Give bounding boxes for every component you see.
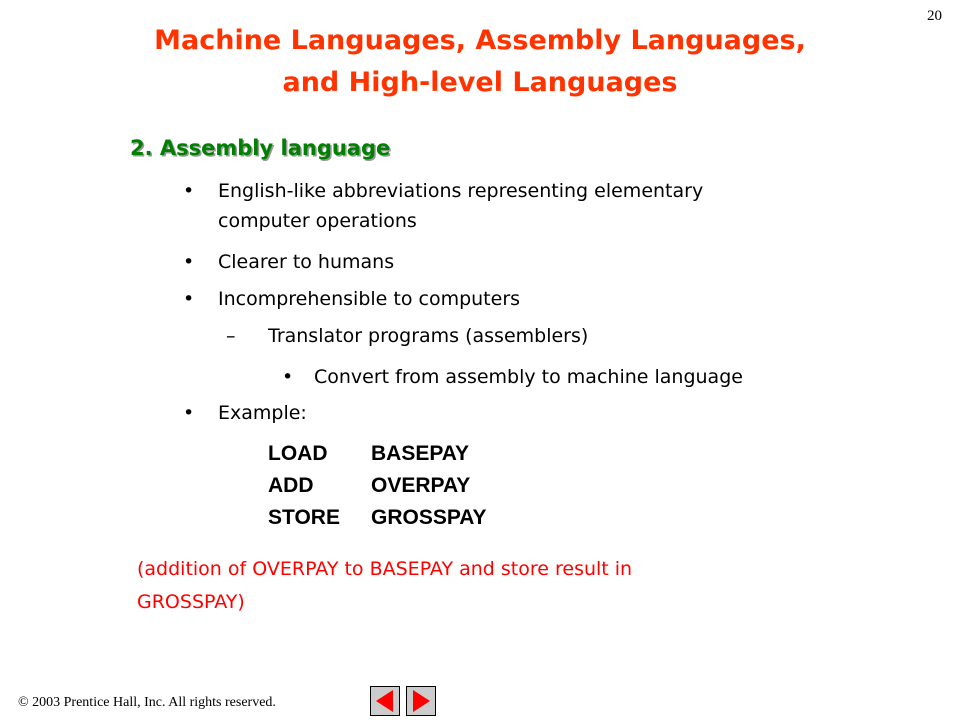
sub-sub-bullet-text: Convert from assembly to machine language bbox=[314, 366, 743, 388]
bullet-marker: • bbox=[282, 366, 294, 388]
copyright-text: 2003 Prentice Hall, Inc. All rights reserved. bbox=[28, 695, 276, 710]
bullet-text: Example: bbox=[218, 402, 307, 424]
bullet-item bbox=[183, 176, 703, 236]
bullet-marker: • bbox=[183, 251, 195, 273]
copyright-footer bbox=[18, 695, 276, 711]
sub-bullet-item bbox=[226, 321, 588, 351]
bullet-text: Clearer to humans bbox=[218, 251, 395, 273]
previous-slide-button[interactable] bbox=[370, 686, 400, 716]
dash-marker: – bbox=[226, 325, 236, 347]
copyright-icon: © bbox=[18, 695, 29, 710]
sub-sub-bullet-item bbox=[282, 362, 743, 392]
slide-number: 20 bbox=[927, 8, 942, 24]
note-line-1: (addition of OVERPAY to BASEPAY and store result in bbox=[137, 558, 633, 580]
bullet-marker: • bbox=[183, 180, 195, 202]
bullet-item bbox=[183, 398, 307, 428]
left-arrow-icon bbox=[371, 687, 399, 715]
title-line-2: and High-level Languages bbox=[282, 67, 678, 98]
bullet-marker: • bbox=[183, 288, 195, 310]
next-slide-button[interactable] bbox=[406, 686, 436, 716]
code-line bbox=[268, 502, 487, 534]
code-arg: OVERPAY bbox=[371, 474, 471, 497]
code-block bbox=[268, 438, 487, 534]
code-arg: BASEPAY bbox=[371, 442, 470, 465]
code-arg: GROSSPAY bbox=[371, 506, 487, 529]
note-line-2: GROSSPAY) bbox=[137, 591, 245, 613]
code-line bbox=[268, 438, 487, 470]
code-line bbox=[268, 470, 487, 502]
code-op: STORE bbox=[268, 506, 340, 529]
bullet-text: English-like abbreviations representing elementary bbox=[218, 180, 704, 202]
sub-bullet-text: Translator programs (assemblers) bbox=[268, 325, 589, 347]
bullet-text: Incomprehensible to computers bbox=[218, 288, 521, 310]
code-op: ADD bbox=[268, 474, 314, 497]
right-arrow-icon bbox=[407, 687, 435, 715]
title-line-1: Machine Languages, Assembly Languages, bbox=[154, 25, 806, 56]
explanation-note bbox=[137, 553, 857, 619]
bullet-text-continued: computer operations bbox=[218, 210, 417, 232]
bullet-marker: • bbox=[183, 402, 195, 424]
slide-title bbox=[0, 20, 960, 104]
section-heading: 2. Assembly language bbox=[130, 136, 391, 160]
bullet-item bbox=[183, 247, 394, 277]
code-op: LOAD bbox=[268, 442, 328, 465]
bullet-item bbox=[183, 284, 520, 314]
